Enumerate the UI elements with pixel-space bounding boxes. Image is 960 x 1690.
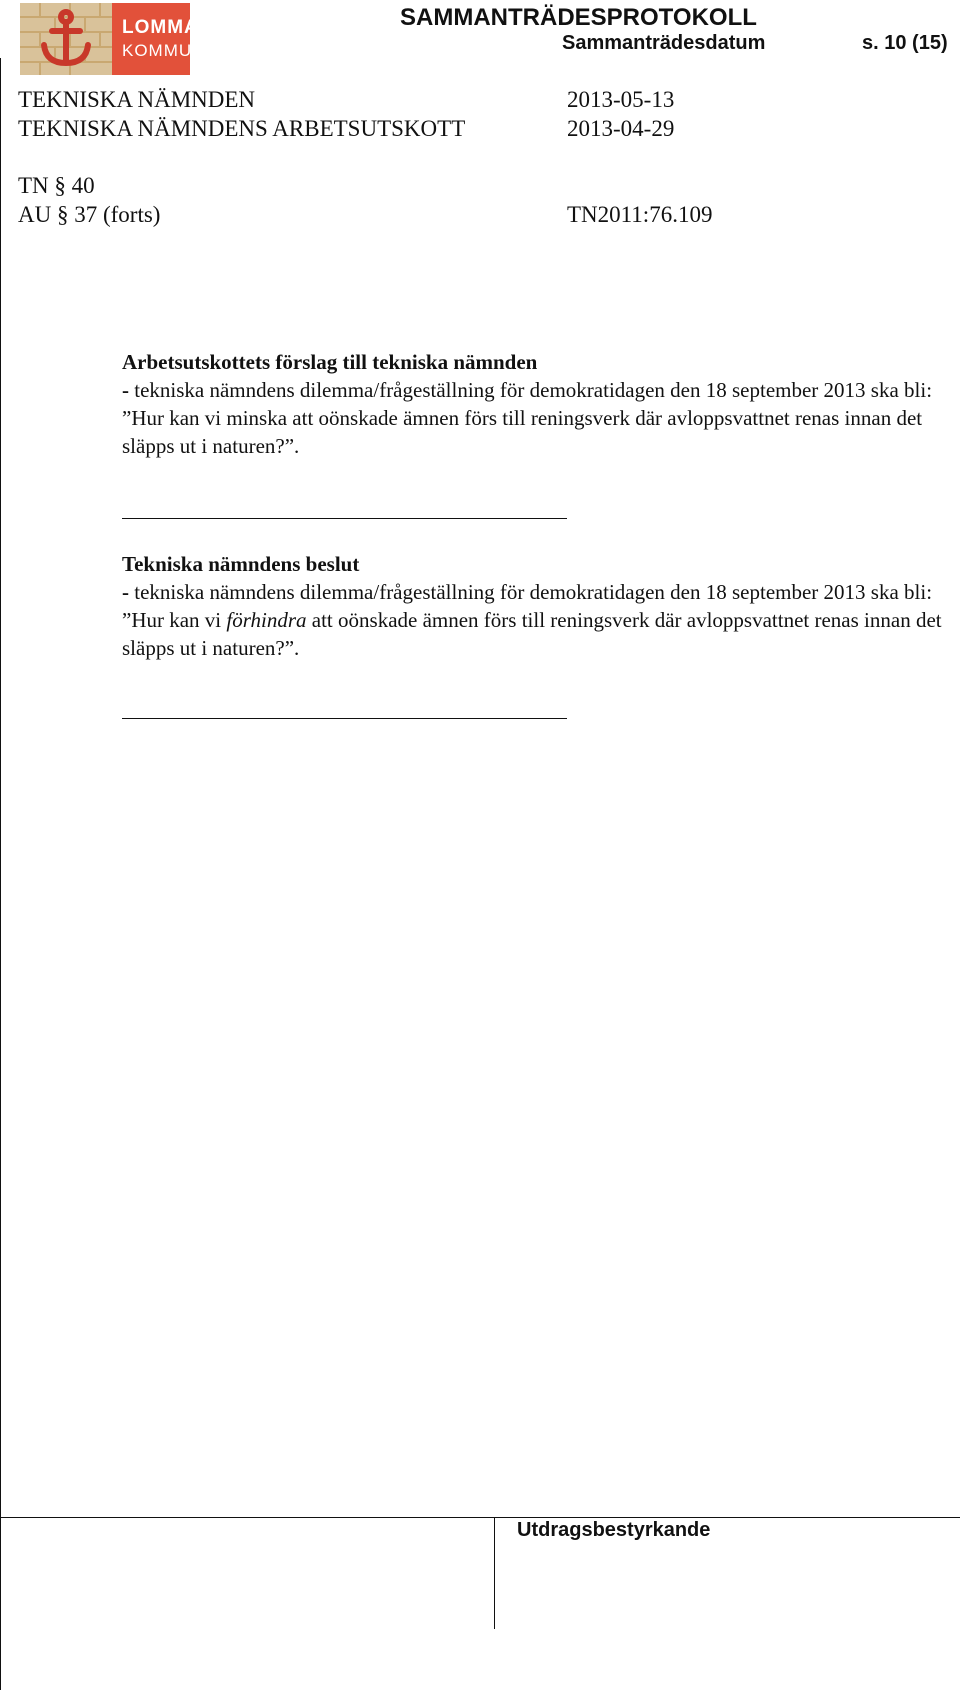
- decision-question-emphasis: förhindra: [226, 608, 307, 632]
- anchor-icon: [38, 9, 94, 69]
- meeting-date-label: Sammanträdesdatum: [562, 32, 766, 54]
- body-name-tn: TEKNISKA NÄMNDEN: [18, 87, 256, 112]
- decision-text: [122, 578, 942, 606]
- body-date-tn: 2013-05-13: [567, 87, 675, 112]
- certification-label: Utdragsbestyrkande: [517, 1519, 711, 1541]
- body-name-au: TEKNISKA NÄMNDENS ARBETSUTSKOTT: [18, 116, 466, 141]
- decision-heading: Tekniska nämndens beslut: [122, 552, 360, 576]
- body-date-au: 2013-04-29: [567, 116, 675, 141]
- paragraph-ref-tn: TN § 40: [18, 173, 95, 198]
- section-separator-end: [122, 718, 567, 719]
- left-margin-rule: [0, 58, 1, 1690]
- proposal-text-body: tekniska nämndens dilemma/frågeställning för demokratidagen den 18 september 2013 ska bli:: [134, 378, 933, 402]
- decision-dash: -: [122, 580, 129, 604]
- proposal-dash: -: [122, 378, 129, 402]
- logo-text-lomma: LOMMA: [122, 17, 199, 38]
- section-separator: [122, 518, 567, 519]
- logo-text-kommun: KOMMUN: [122, 41, 206, 60]
- page-number: s. 10 (15): [862, 32, 948, 54]
- decision-section: [122, 550, 942, 662]
- footer-rule: [0, 1517, 960, 1518]
- lomma-kommun-logo: [20, 3, 206, 75]
- protocol-title: SAMMANTRÄDESPROTOKOLL: [400, 4, 757, 31]
- footer-divider: [494, 1517, 495, 1629]
- case-number: TN2011:76.109: [567, 202, 713, 227]
- paragraph-ref-au: AU § 37 (forts): [18, 202, 161, 227]
- proposal-section: [122, 348, 942, 460]
- proposal-heading: Arbetsutskottets förslag till tekniska nämnden: [122, 350, 538, 374]
- decision-question-end: att oönskade ämnen förs till reningsverk där avloppsvattnet renas innan det släpps ut i naturen?”.: [122, 608, 942, 660]
- proposal-question: ”Hur kan vi minska att oönskade ämnen förs till reningsverk där avloppsvattnet renas innan det släpps ut i naturen?”.: [122, 406, 923, 458]
- decision-question-start: ”Hur kan vi: [122, 608, 227, 632]
- decision-question: [122, 606, 942, 662]
- decision-text-body: tekniska nämndens dilemma/frågeställning för demokratidagen den 18 september 2013 ska bli:: [134, 580, 933, 604]
- proposal-text: [122, 376, 942, 404]
